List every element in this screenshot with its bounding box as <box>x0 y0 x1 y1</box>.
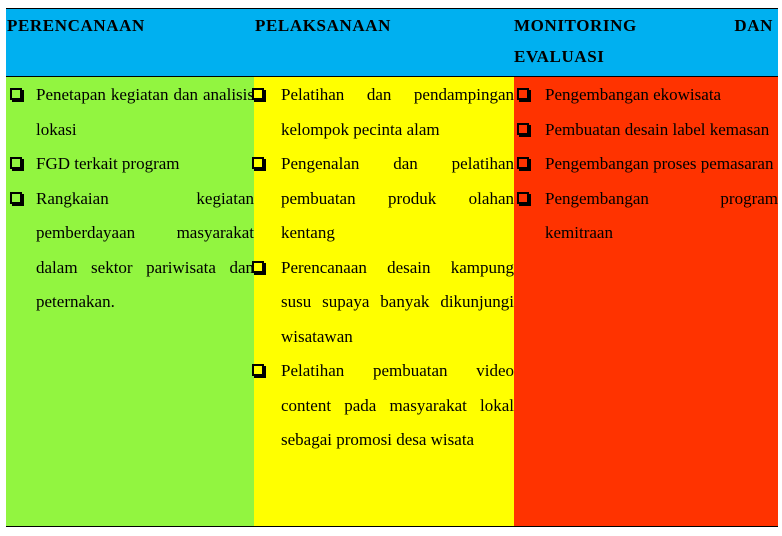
list-item <box>514 78 778 113</box>
list-item <box>514 182 778 251</box>
list-item <box>254 78 514 147</box>
checkbox-bullet-icon <box>252 261 264 273</box>
list-item-text: Pengembangan ekowisata <box>545 85 722 104</box>
checkbox-bullet-icon <box>517 157 529 169</box>
program-table <box>6 8 778 528</box>
header-evaluasi-word: EVALUASI <box>514 47 605 66</box>
checkbox-bullet-icon <box>10 157 22 169</box>
checkbox-bullet-icon <box>10 192 22 204</box>
column-monitoring-evaluasi <box>514 77 778 527</box>
list-item <box>6 182 254 320</box>
checkbox-bullet-icon <box>10 88 22 100</box>
header-dan-word: DAN <box>734 16 773 35</box>
column-perencanaan <box>6 77 254 527</box>
header-monitoring-word: MONITORING <box>514 16 637 35</box>
list-item-text: Pengembangan proses pemasaran <box>545 154 774 173</box>
list-item-text: Pelatihan pembuatan video content pada masyarakat lokal sebagai promosi desa wisata <box>281 361 514 449</box>
list-item-text: Perencanaan desain kampung susu supaya banyak dikunjungi wisatawan <box>281 257 514 346</box>
header-monitoring-evaluasi <box>514 9 773 72</box>
list-item <box>514 147 778 182</box>
checkbox-bullet-icon <box>517 123 529 135</box>
checkbox-bullet-icon <box>517 192 529 204</box>
table-bottom-border <box>6 526 778 527</box>
list-item <box>254 354 514 458</box>
list-item-text: Pembuatan desain label kemasan <box>545 119 770 139</box>
list-item-text: Pengenalan dan pelatihan pembuatan produk olahan kentang <box>281 154 514 242</box>
list-item-text: Rangkaian kegiatan pemberdayaan masyarakat dalam sektor pariwisata dan peternakan. <box>36 188 254 311</box>
header-perencanaan: PERENCANAAN <box>7 16 145 35</box>
list-item <box>514 113 778 148</box>
list-item-text: FGD terkait program <box>36 154 180 173</box>
list-item <box>6 147 254 182</box>
checkbox-bullet-icon <box>517 88 529 100</box>
list-item-text: Penetapan kegiatan dan analisis lokasi <box>36 85 254 139</box>
checkbox-bullet-icon <box>252 364 264 376</box>
checkbox-bullet-icon <box>252 157 264 169</box>
header-pelaksanaan: PELAKSANAAN <box>255 16 392 35</box>
table-header <box>6 8 778 77</box>
column-pelaksanaan <box>254 77 514 527</box>
list-item <box>254 147 514 251</box>
list-item <box>254 251 514 355</box>
checkbox-bullet-icon <box>252 88 264 100</box>
list-item-text: Pengembangan program kemitraan <box>545 188 778 242</box>
list-item-text: Pelatihan dan pendampingan kelompok pecinta alam <box>281 85 514 139</box>
list-item <box>6 78 254 147</box>
